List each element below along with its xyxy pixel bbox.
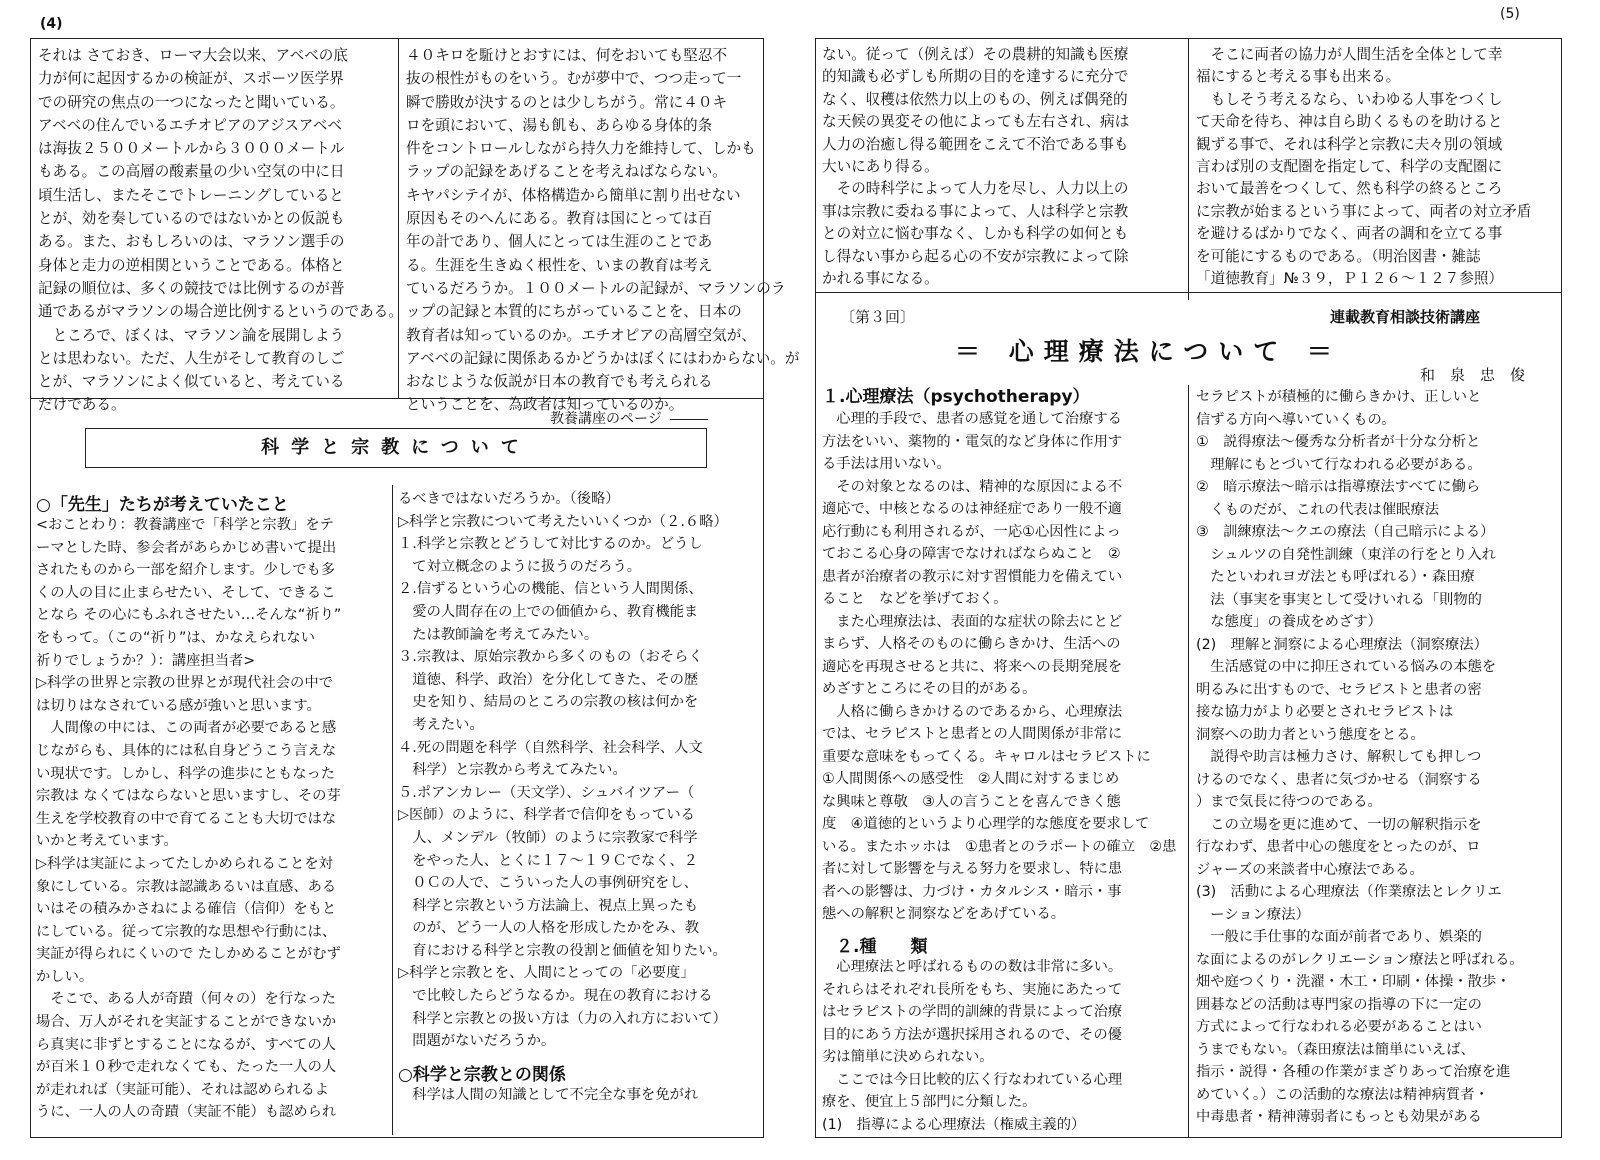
text-line: めざすところにその目的がある。 [822,681,1037,697]
right-top-column-2 [1196,44,1556,290]
text-line: 実証が得られにくいので たしかめることがむず [36,946,341,963]
text-line: ▷科学と宗教について考えたいいくつか（２.６略） [398,513,728,530]
text-line: とが、効を奏しているのではないかとの仮説も [38,210,345,228]
text-line: 接な協力がより必要とされセラピストは [1196,704,1454,720]
text-line: ２.信ずるという心の機能、信という人間関係、 [398,581,703,598]
text-line: だけである。 [38,396,126,414]
text-line: 抜の根性がものをいう。むが夢中で、つつ走って一 [406,70,742,88]
text-line: 指示・説得・各種の作業がまざりあって治療を進 [1196,1064,1511,1080]
text-line: まらず、人格そのものに働らきかけ、生活への [822,636,1121,652]
text-line: る。生涯を生きぬく根性を、いまの教育は考え [406,256,713,274]
text-line: 療を、便宜上５部門に分類した。 [822,1094,1037,1110]
text-line: が百米１０秒で走れなくても、たった一人の人 [36,1059,337,1076]
text-line: 信ずる方向へ導いていくもの。 [1196,411,1396,428]
text-line: アベベの住んでいるエチオピアのアジスアベベ [38,116,342,134]
text-line: セラピストが積極的に働らきかけ、正しいと [1196,389,1482,405]
text-line: ジャーズの来談者中心療法である。 [1196,861,1424,878]
text-line: 宗教は なくてはならないと思いますし、その芽 [36,788,341,805]
text-line: 方式によって行なわれる必要があることはい [1196,1019,1482,1035]
text-line: をやった人、とくに１７～１９Ｃでなく、２ [398,852,698,869]
text-line: ーマとした時、参会者があらかじめ書いて提出 [36,539,337,556]
text-line: 祈りでしょうか？）：講座担当者> [36,652,256,669]
text-line: はセラピストの学問的訓練的背景によって治療 [822,1004,1123,1020]
text-line: ない。従って（例えば）その農耕的知識も医療 [822,46,1129,63]
text-line: 記録の順位は、多くの競技では比例するのが普 [38,279,345,297]
right-top-column-1 [822,44,1184,290]
text-line: <おことわり：教養講座で「科学と宗教」をテ [36,517,334,533]
text-line: との対立に悩む事なく、しかも科学の如何とも [822,225,1129,243]
text-line: ▷科学は実証によってたしかめられることを対 [36,855,333,872]
text-line: 人格に働らきかけるのであるから、心理療法 [822,703,1123,720]
text-line: 人力の治癒し得る範囲をこえて不治である事も [822,135,1129,153]
text-line: そこで、ある人が奇蹟（何々の）を行なった [36,991,336,1008]
text-line: 瞬で勝敗が決するのとは少しちがう。常に４０キ [406,93,728,111]
text-line: もある。この高層の酸素量の少い空気の中に日 [38,163,345,181]
text-line: て対立概念のように扱うのだろう。 [398,558,642,575]
text-line: 福にすると考える事も出来る。 [1196,68,1401,86]
text-line: 観ずる事で、それは科学と宗教に夫々別の領域 [1196,135,1503,153]
text-line: 頃生活し、またそこでトレーニングしていると [38,186,344,204]
text-line: 件をコントロールしながら持久力を維持して、しかも [406,140,756,158]
text-line: ロを頭において、湯も飢も、あらゆる身体的条 [406,116,713,134]
text-line: 適応で、中核となるのは神経症であり一般不適 [822,501,1122,517]
text-line: な面によるのがレクリエーション療法と呼ばれる。 [1196,951,1524,968]
text-line: 心理療法と呼ばれるものの数は非常に多い。 [822,959,1123,975]
text-line: おいて最善をつくして、然も科学の終るところ [1196,180,1503,198]
text-line: 教育者は知っているのか。エチオピアの高層空気が、 [406,326,756,344]
text-line: な態度」の養成をめざす） [1196,614,1382,630]
text-line: ５.ポアンカレー（天文学）、シュバイツアー（ [398,784,695,801]
text-line: とが、マラソンによく似ていると、考えている [38,373,345,391]
series-title: 連載教育相談技術講座 [1330,308,1481,326]
text-line: ること などを挙げておく。 [822,591,1008,607]
text-line: な天候の異変その他によっても左右され、病は [822,113,1130,131]
text-line: 説得や助言は極力さけ、解釈しても押しつ [1196,749,1482,765]
text-line: を可能にするものである。（明治図書・雑誌 [1196,247,1481,265]
left-bottom-heading-1: ○「先生」たちが考えていたこと [36,495,289,515]
text-line: ところで、ぼくは、マラソン論を展開しよう [38,326,345,344]
text-line: 目的にあう方法が選択採用されるので、その優 [822,1026,1122,1043]
section-title: 科学と宗教について [85,428,707,468]
text-line: 科学は人間の知識として不完全な事を免がれ [398,1087,699,1103]
text-line: 年の計であり、個人にとっては生涯のことであ [406,233,713,251]
left-top-column-1 [38,44,403,414]
course-label-rule [670,419,708,420]
text-line: での研究の焦点の一つになったと聞いている。 [38,93,345,111]
right-column-1a [822,408,1184,928]
text-line: い現状です。しかし、科学の進歩にともなった [36,765,336,782]
text-line: ーション療法） [1196,906,1310,923]
text-line: なく、収穫は依然力以上のもの、例えば偶発的 [822,90,1128,108]
text-line: 畑や庭つくり・洗濯・木工・印刷・体操・散歩・ [1196,974,1511,990]
text-line: たは教師論を考えてみたい。 [398,626,599,643]
text-line: 応行動にも利用されるが、一応①心因性によっ [822,523,1121,540]
text-line: そこに両者の協力が人間生活を全体として幸 [1196,46,1503,63]
text-line: ３.宗教は、原始宗教から多くのもの（おそらく [398,649,703,666]
text-line: うまでもない。（森田療法は簡単にいえば、 [1196,1041,1475,1058]
text-line: シュルツの自発性訓練（東洋の行をとり入れ [1196,546,1496,563]
text-line: 道徳、科学、政治）を分化してきた、その歴 [398,671,699,688]
text-line: 人、メンデル（牧師）のように宗教家で科学 [398,829,698,846]
text-line: いる。またホッホは ①患者とのラポートの確立 ②患 [822,838,1177,855]
text-line: かしい。 [36,968,94,985]
text-line: 生活感覚の中に抑圧されている悩みの本態を [1196,659,1497,675]
text-line: ② 暗示療法～暗示は指導療法すべてに働ら [1196,479,1481,495]
text-line: ０Ｃの人で、こういった人の事例研究をし、 [398,875,698,892]
left-top-divider [398,38,399,398]
text-line: 史を知り、結局のところの宗教の核は何かを [398,694,699,711]
text-line: 明るみに出すもので、セラピストと患者の密 [1196,681,1482,698]
left-bottom-column-2 [398,488,758,1048]
article-title: ＝ 心理療法について ＝ [955,337,1342,366]
text-line: 人間像の中には、この両者が必要であると感 [36,720,337,737]
text-line: 囲碁などの活動は専門家の指導の下に一定の [1196,996,1482,1013]
page-number-left: (4) [40,16,63,32]
left-bottom-column-2b [398,1084,758,1124]
text-line: じながらも、具体的には私自身どうこう言えな [36,742,337,759]
text-line: は切りはなされている感が強いと思います。 [36,697,321,714]
text-line: くものだが、これの代表は催眠療法 [1196,501,1440,518]
text-line: な興味と尊敬 ③人の言うことを喜んできく態 [822,793,1121,810]
text-line: その対象となるのは、精神的な原因による不 [822,478,1123,495]
text-line: が走れれば（実証可能）、それは認められるよ [36,1081,330,1098]
text-line: 洞察への助力者という態度をとる。 [1196,726,1425,743]
text-line: １.科学と宗教とどうして対比するのか。どうし [398,536,703,553]
text-line: 身体と走力の逆相関ということである。体格と [38,256,345,274]
text-line: ておこる心身の障害でなければならぬこと ② [822,546,1121,562]
text-line: 重要な意味をもってくる。キャロルはセラピストに [822,748,1151,765]
text-line: 象にしている。宗教は認識あるいは直感、ある [36,878,337,895]
text-line: を避けるばかりでなく、両者の調和を立てる事 [1196,225,1503,243]
text-line: いかと考えています。 [36,833,178,850]
text-line: されたものから一部を紹介します。少しでも多 [36,562,336,579]
text-line: (1) 指導による心理療法（権威主義的） [822,1116,1086,1133]
text-line: 患者が治療者の教示に対す習慣能力を備えてい [822,568,1123,585]
text-line: もしそう考えるなら、いわゆる人事をつくし [1196,90,1503,108]
left-bottom-column-1 [36,514,386,1134]
text-line: おなじような仮説が日本の教育でも考えられる [406,373,713,391]
text-line: (2) 理解と洞察による心理療法（洞察療法） [1196,636,1488,653]
text-line: ▷医師）のように、科学者で信仰をもっている [398,807,695,824]
right-column-1b [822,956,1184,1136]
text-line: うに、一人の人の奇蹟（実証不能）も認められ [36,1104,337,1121]
text-line: に宗教が始まるという事によって、両者の対立矛盾 [1196,202,1532,220]
text-line: くの人の目に止まらせたい、そして、できるこ [36,584,336,601]
text-line: て天命を待ち、神は自ら助くるものを助けると [1196,113,1503,131]
text-line: となら その心にもふれさせたい…そんな“祈り” [36,607,342,624]
text-line: では、セラピストと患者との人間関係が非常に [822,726,1123,742]
right-column-2 [1196,386,1556,1134]
text-line: 法（事実を事実として受けいれる「則物的 [1196,591,1482,608]
text-line: それは さておき、ローマ大会以来、アベベの底 [38,47,348,64]
text-line: 考えたい。 [398,716,484,733]
text-line: この立場を更に進めて、一切の解釈指示を [1196,816,1482,833]
right-heading-1: １.心理療法（psychotherapy） [822,387,1090,407]
text-line: ）まで気長に待つのである。 [1196,794,1382,810]
text-line: るべきではないだろうか。（後略） [398,491,620,507]
text-line: 大いにあり得る。 [822,158,939,176]
text-line: 度 ④道徳的というより心理学的な態度を要求して [822,816,1150,832]
course-label: 教養講座のページ [550,411,662,427]
text-line: る手法は用いない。 [822,456,951,472]
text-line: ③ 訓練療法～クエの療法（自己暗示による） [1196,524,1495,540]
text-line: 劣は簡単に決められない。 [822,1049,994,1065]
author: 和 泉 忠 俊 [1420,366,1526,384]
text-line: その時科学によって人力を尽し、人力以上の [822,180,1129,198]
text-line: 一般に手仕事的な面が前者であり、娯楽的 [1196,929,1482,945]
text-line: ４０キロを駈けとおすには、何をおいても堅忍不 [406,47,728,64]
text-line: いはその積みかさねによる確信（信仰）をもと [36,901,337,918]
text-line: ①人間関係への感受性 ②人間に対するまじめ [822,771,1120,787]
left-top-column-2 [406,44,800,414]
text-line: 通であるがマラソンの場合逆比例するというのである。 [38,303,403,321]
text-line: し得ない事から起る心の不安が宗教によって除 [822,247,1129,265]
text-line: ら真実に非ずとすることになるが、すべての人 [36,1036,336,1053]
text-line: をもって。（この“祈り”は、かなえられない [36,629,316,646]
text-line: ラップの記録をあげることを考えねばならない。 [406,163,727,181]
text-line: また心理療法は、表面的な症状の除去にとど [822,613,1123,630]
text-line: 科学と宗教という方法論上、視点上異ったも [398,897,699,914]
text-line: 的知識も必ずしも所期の目的を達するに充分で [822,68,1129,86]
text-line: 愛の人間存在の上での価値から、教育機能ま [398,603,699,620]
left-bottom-heading-2: ○科学と宗教との関係 [398,1065,566,1085]
text-line: 場合、万人がそれを実証することができないか [36,1014,337,1031]
text-line: ４.死の問題を科学（自然科学、社会科学、人文 [398,739,703,756]
text-line: ているだろうか。１００メートルの記録が、マラソンのラ [406,279,786,297]
text-line: けるのでなく、患者に気づかせる（洞察する [1196,771,1482,788]
text-line: アベベの記録に関係あるかどうかはぼくにはわからない。が [406,349,800,367]
text-line: 態への解釈と洞察などをあげている。 [822,906,1066,922]
text-line: 力が何に起因するかの検証が、スポーツ医学界 [38,70,344,88]
right-heading-2: ２.種 類 [836,937,928,957]
text-line: 適応を再現させると共に、将来への長期発展を [822,658,1123,675]
text-line: ▷科学の世界と宗教の世界とが現代社会の中で [36,675,333,692]
page-number-right: (5) [1500,6,1520,22]
text-line: ▷科学と宗教とを、人間にとっての「必要度」 [398,965,695,982]
text-line: のが、どう一人の人格を形成したかをみ、教 [398,920,700,937]
text-line: 「道徳教育」№３９，Ｐ１２６～１２７参照） [1196,270,1504,288]
right-top-divider [1188,38,1189,300]
text-line: それらはそれぞれ長所をもち、実施にあたって [822,981,1123,998]
left-bottom-divider [392,485,393,1135]
text-line: 原因もそのへんにある。教育は国にとっては百 [406,210,713,228]
text-line: 科学と宗教との扱い方は（力の入れ方において） [398,1010,727,1027]
text-line: 生えを学校教育の中で育てることも大切ではな [36,810,337,827]
text-line: めていく。）この活動的な療法は精神病質者・ [1196,1086,1489,1103]
text-line: 育における科学と宗教の役割と価値を知りたい。 [398,942,727,959]
text-line: 者に対して影響を与える努力を要求し、特に患 [822,861,1123,877]
text-line: で比較したらどうなるか。現在の教育における [398,988,713,1005]
text-line: にしている。従って宗教的な思想や行動には、 [36,923,337,940]
text-line: たといわれヨガ法とも呼ばれる）・森田療 [1196,569,1475,585]
text-line: 科学）と宗教から考えてみたい。 [398,762,627,779]
right-horizontal-rule [815,292,1561,293]
text-line: 中毒患者・精神薄弱者にもっとも効果がある [1196,1109,1482,1125]
text-line: ここでは今日比較的広く行なわれている心理 [822,1071,1123,1088]
text-line: 言わば別の支配圏を指定して、科学の支配圏に [1196,158,1503,176]
text-line: ある。また、おもしろいのは、マラソン選手の [38,233,345,251]
text-line: ということを、為政者は知っているのか。 [406,396,684,414]
text-line: 行なわず、患者中心の態度をとったのが、ロ [1196,839,1481,855]
text-line: とは思わない。ただ、人生がそして教育のしご [38,349,345,367]
text-line: は海抜２５００メートルから３０００メートル [38,140,345,158]
text-line: 心理的手段で、患者の感覚を通して治療する [822,411,1122,427]
text-line: (3) 活動による心理療法（作業療法とレクリエ [1196,884,1502,900]
series-label: 〔第３回〕 [840,308,916,326]
text-line: かれる事になる。 [822,270,939,288]
text-line: ップの記録と本質的にちがっていることを、日本の [406,303,742,321]
text-line: ① 説得療法～優秀な分析者が十分な分析と [1196,434,1481,450]
right-bottom-divider [1188,385,1189,1137]
text-line: 方法をいい、薬物的・電気的など身体に作用す [822,433,1123,450]
text-line: 理解にもとづいて行なわれる必要がある。 [1196,456,1482,473]
text-line: 事は宗教に委ねる事によって、人は科学と宗教 [822,202,1129,220]
text-line: 者への影響は、力づけ・カタルシス・暗示・事 [822,883,1122,900]
text-line: キヤパシテイが、体格構造から簡単に割り出せない [406,186,741,204]
text-line: 問題がないだろうか。 [398,1033,556,1050]
